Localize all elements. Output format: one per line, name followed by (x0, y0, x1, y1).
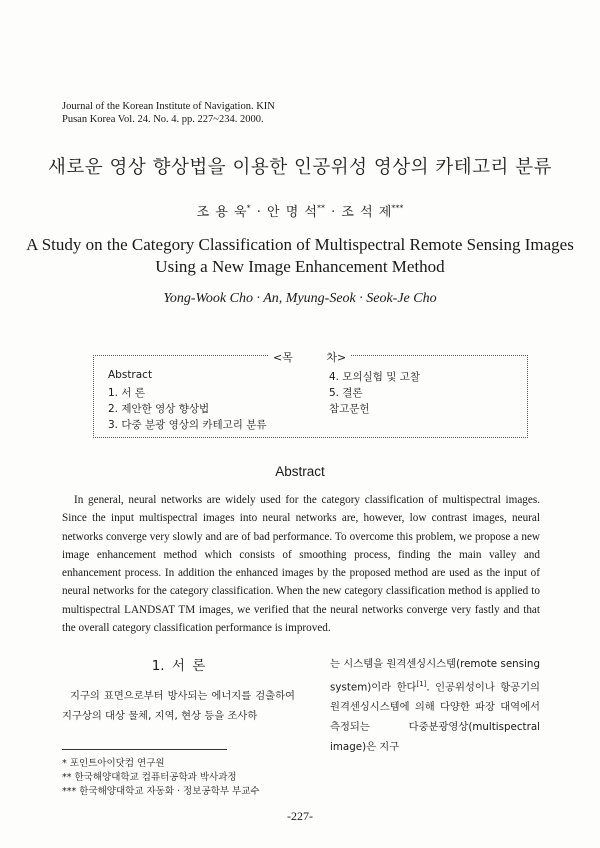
toc-item: 5. 결론 (329, 387, 363, 399)
english-title-line-1: A Study on the Category Classification of Multispectral Remote Sensing Images (26, 235, 574, 254)
author-sep-2: · (324, 205, 342, 220)
section-1-heading: 1. 서 론 (151, 658, 206, 674)
right-text-a: 는 시스템을 원격센싱시스템(remote sensing system)이라 한다 (330, 658, 540, 694)
author-1: 조 용 욱 (196, 205, 247, 220)
journal-info (62, 100, 275, 126)
english-title-line-2: Using a New Image Enhancement Method (155, 257, 445, 276)
english-authors: Yong-Wook Cho · An, Myung-Seok · Seok-Je Cho (163, 291, 437, 306)
author-3: 조 석 제 (341, 205, 392, 220)
journal-line-1: Journal of the Korean Institute of Navigation. KIN (62, 101, 275, 112)
toc-item: 3. 다중 분광 영상의 카테고리 분류 (108, 419, 267, 431)
author-1-mark: * (246, 203, 251, 213)
korean-authors (0, 201, 600, 220)
abstract-text: In general, neural networks are widely used for the category classification of multispectral images. Since the input multispectral images into neural networks are, however, low contrast images, neural networks converge very slowly and are of bad performance. To overcome this problem, we propose a new image enhancement method which consists of smoothing process, finding the main valley and enhancement process. In addition the enhanced images by the proposed method are used as the input of neural networks for the category classification. When the new category classification method is applied to multispectral LANDSAT TM images, we verified that the neural networks converge very fastly and that the overall category classification performance is improved. (62, 494, 540, 635)
toc-item: 2. 제안한 영상 향상법 (108, 403, 210, 415)
page-number: -227- (287, 809, 313, 823)
toc-item: 1. 서 론 (108, 387, 145, 399)
korean-title: 새로운 영상 향상법을 이용한 인공위성 영상의 카테고리 분류 (48, 157, 552, 178)
footnote: * 포인트아이닷컴 연구원 (62, 758, 165, 769)
right-text-b: . 인공위성이나 항공기의 원격센싱시스템에 의해 다양한 파장 대역에서 측정되는 다중분광영상(multispectral image)은 지구 (330, 681, 540, 754)
english-title (0, 234, 600, 278)
author-3-mark: *** (391, 203, 404, 213)
abstract-heading: Abstract (275, 464, 325, 479)
section-1-left-column: 지구의 표면으로부터 방사되는 에너지를 검출하여 지구상의 대상 물체, 지역, 현상 등을 조사하 (62, 690, 295, 722)
author-2: 안 명 석 (267, 205, 317, 220)
journal-line-2: Pusan Korea Vol. 24. No. 4. pp. 227~234. 2000. (62, 114, 264, 125)
footnote: ** 한국해양대학교 컴퓨터공학과 박사과정 (62, 772, 237, 783)
toc-title: <목 차> (269, 349, 350, 365)
toc-item: 참고문헌 (329, 403, 370, 415)
author-2-mark: ** (316, 203, 325, 213)
footnote-rule (62, 749, 227, 750)
toc-item: 4. 모의실험 및 고찰 (329, 371, 421, 383)
citation-ref: [1] (416, 680, 427, 688)
toc-item: Abstract (108, 369, 153, 381)
footnote: *** 한국해양대학교 자동화 · 정보공학부 부교수 (62, 786, 260, 797)
section-1-right-column (330, 654, 540, 757)
author-sep-1: · (250, 205, 268, 220)
